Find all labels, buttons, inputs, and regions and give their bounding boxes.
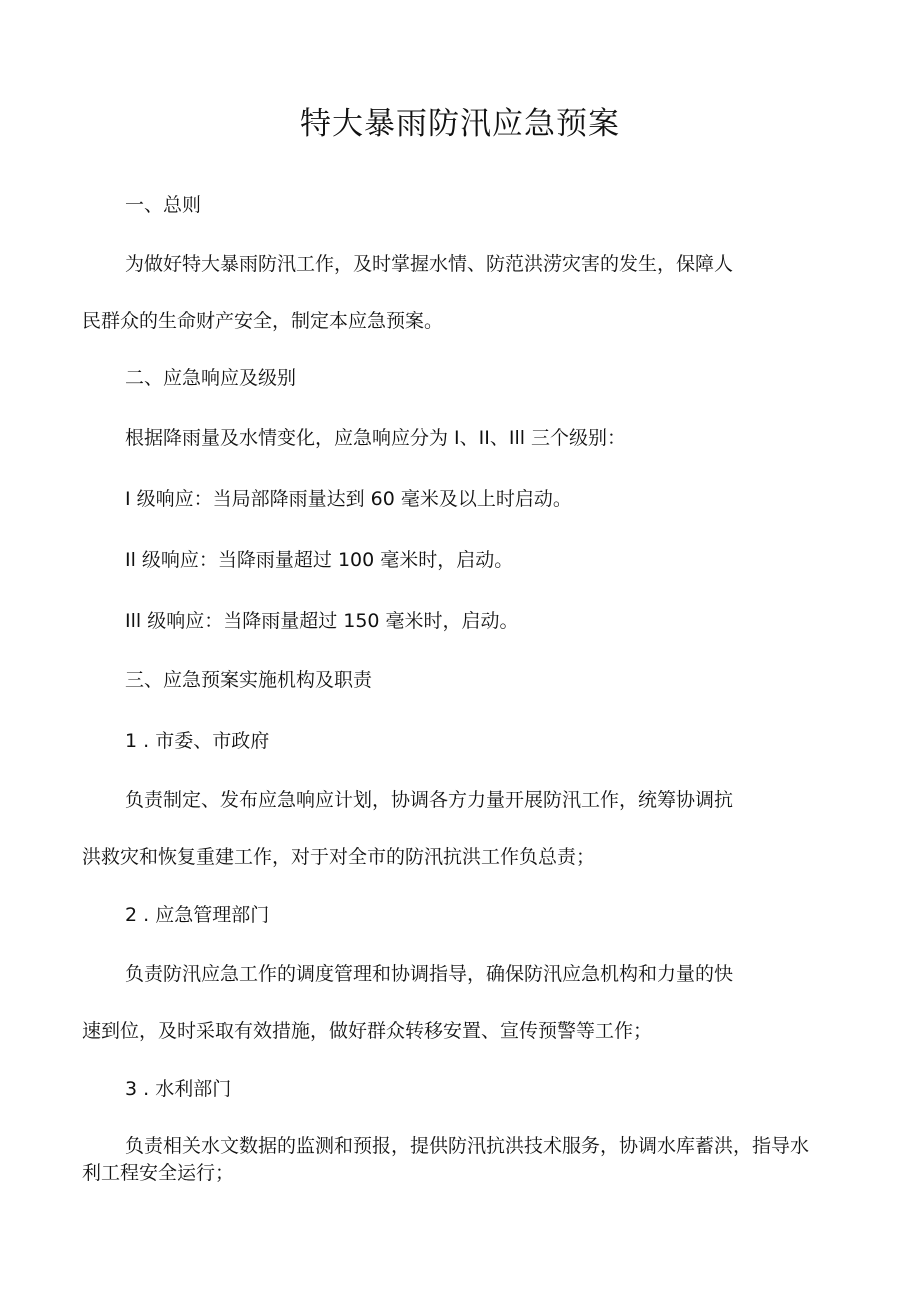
paragraph-line: 负责制定、发布应急响应计划，协调各方力量开展防汛工作，统筹协调抗 <box>125 789 734 811</box>
subheading-city-government: 1 . 市委、市政府 <box>125 730 270 752</box>
section-heading-general: 一、总则 <box>125 194 202 216</box>
response-level-3: Ill 级响应：当降雨量超过 150 毫米时，启动。 <box>125 610 519 632</box>
paragraph-line: 利工程安全运行； <box>82 1162 235 1184</box>
response-level-1: I 级响应：当局部降雨量达到 60 毫米及以上时启动。 <box>125 488 572 510</box>
paragraph-line: 为做好特大暴雨防汛工作，及时掌握水情、防范洪涝灾害的发生，保障人 <box>125 253 734 275</box>
subheading-emergency-dept: 2 . 应急管理部门 <box>125 904 270 926</box>
paragraph-line: 速到位，及时采取有效措施，做好群众转移安置、宣传预警等工作； <box>82 1020 653 1042</box>
document-title: 特大暴雨防汛应急预案 <box>300 106 620 142</box>
paragraph-line: 负责防汛应急工作的调度管理和协调指导，确保防汛应急机构和力量的快 <box>125 963 734 985</box>
paragraph-line: 负责相关水文数据的监测和预报，提供防汛抗洪技术服务，协调水库蓄洪，指导水 <box>125 1135 810 1157</box>
paragraph-line: 洪救灾和恢复重建工作，对于对全市的防汛抗洪工作负总责； <box>82 846 596 868</box>
section-heading-response: 二、应急响应及级别 <box>125 367 297 389</box>
paragraph-line: 民群众的生命财产安全，制定本应急预案。 <box>82 310 444 332</box>
section-heading-organization: 三、应急预案实施机构及职责 <box>125 669 373 691</box>
subheading-water-dept: 3 . 水利部门 <box>125 1078 232 1100</box>
paragraph-line: 根据降雨量及水情变化，应急响应分为 I、II、Ill 三个级别： <box>125 427 627 449</box>
response-level-2: Il 级响应：当降雨量超过 100 毫米时，启动。 <box>125 549 514 571</box>
